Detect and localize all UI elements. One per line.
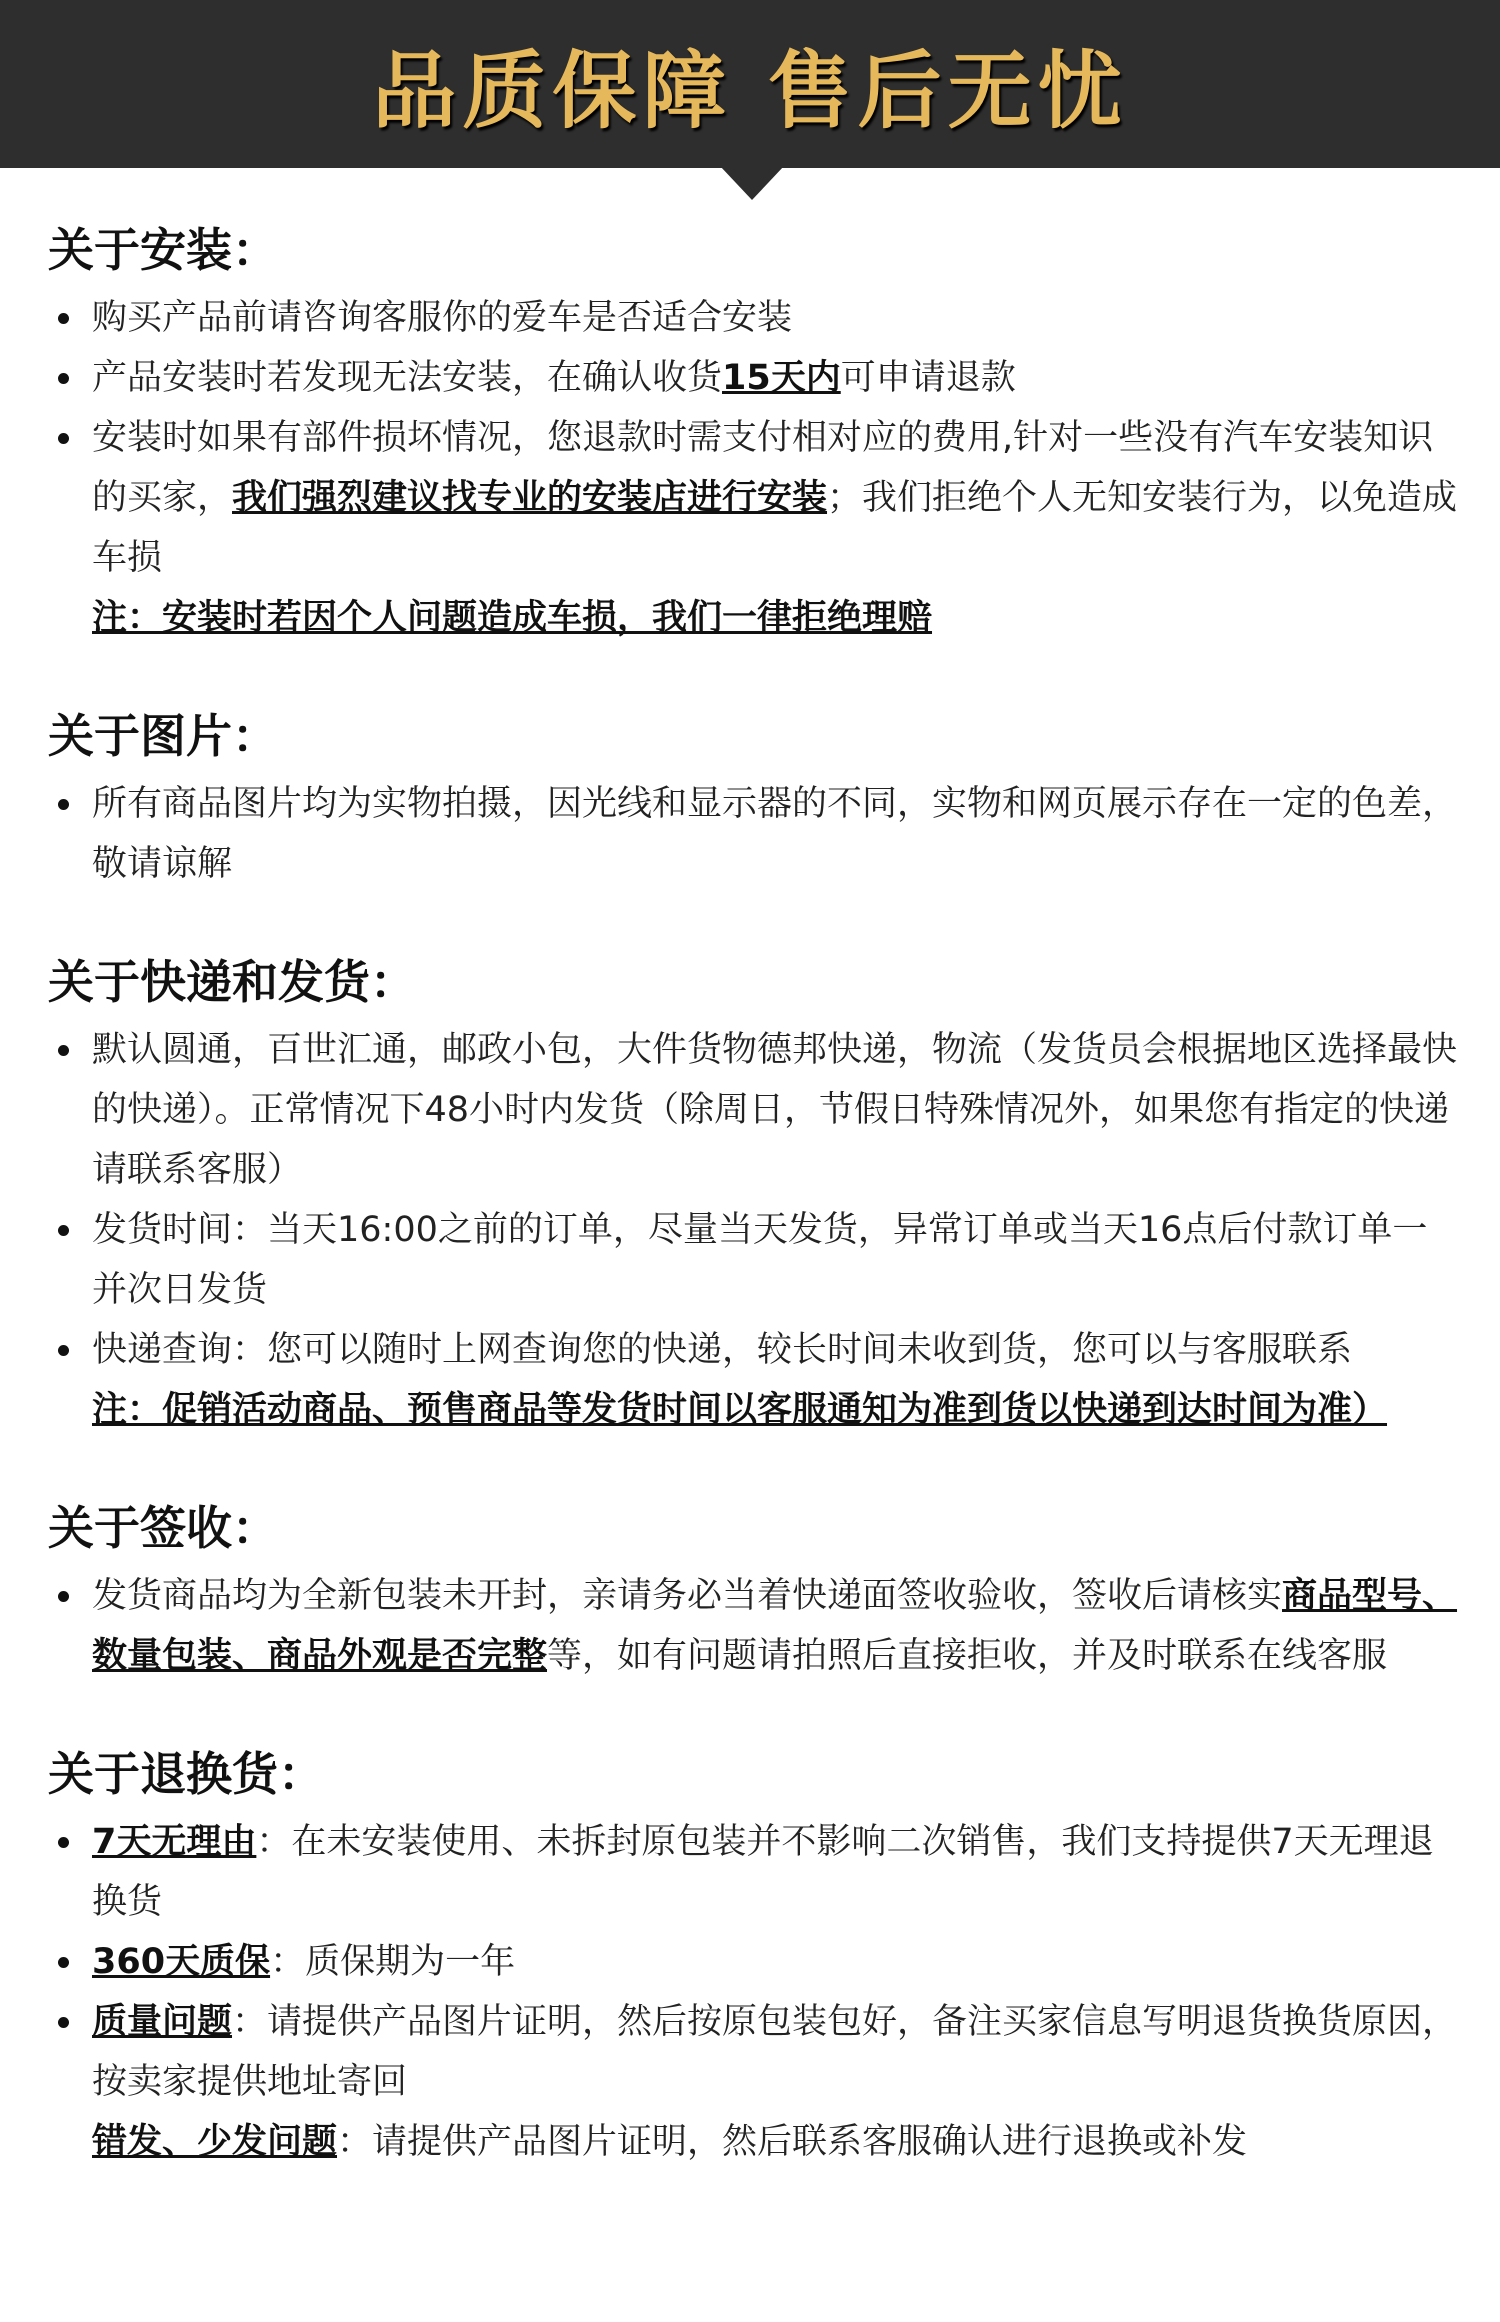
item-text: 安装时如果有部件损坏情况，您退款时需支付相对应的费用,针对一些没有汽车安装知识的买家， <box>92 418 1434 518</box>
list-item <box>48 1566 1458 1686</box>
section-title-sign: 关于签收： <box>48 1501 278 1555</box>
bullet-icon <box>58 1045 69 1056</box>
section-sign <box>48 1498 1458 1686</box>
section-title-photo: 关于图片： <box>48 709 278 763</box>
bullet-icon <box>58 373 69 384</box>
list-item <box>48 1020 1458 1200</box>
section-title-install: 关于安装： <box>48 223 278 277</box>
list-item <box>48 1320 1458 1380</box>
item-text: 等，如有问题请拍照后直接拒收，并及时联系在线客服 <box>547 1636 1388 1676</box>
item-text: 可申请退款 <box>840 358 1016 398</box>
bullet-icon <box>58 1591 69 1602</box>
item-text: 发货时间：当天16:00之前的订单，尽量当天发货，异常订单或当天16点后付款订单一并次日发货 <box>92 1210 1428 1310</box>
banner-notch <box>720 166 784 200</box>
section-title-shipping: 关于快递和发货： <box>48 955 416 1009</box>
list-item <box>48 1812 1458 1932</box>
item-text: 产品安装时若发现无法安装，在确认收货 <box>92 358 723 398</box>
policy-content <box>48 220 1458 2230</box>
section-shipping <box>48 952 1458 1440</box>
header-banner <box>0 0 1500 168</box>
section-title-returns: 关于退换货： <box>48 1747 324 1801</box>
item-text: ：在未安装使用、未拆封原包装并不影响二次销售，我们支持提供7天无理退换货 <box>92 1822 1434 1922</box>
item-text: 所有商品图片均为实物拍摄，因光线和显示器的不同，实物和网页展示存在一定的色差，敬请谅解 <box>92 784 1458 884</box>
list-item <box>48 348 1458 408</box>
list-item <box>48 2112 1458 2172</box>
item-text: 默认圆通，百世汇通，邮政小包，大件货物德邦快递，物流（发货员会根据地区选择最快的快递）。正常情况下48小时内发货（除周日，节假日特殊情况外，如果您有指定的快递请联系客服） <box>92 1030 1458 1190</box>
item-text: 购买产品前请咨询客服你的爱车是否适合安装 <box>92 298 793 338</box>
item-text: ；我们拒绝个人无知安装行为，以免造成车损 <box>92 478 1458 578</box>
install-note: 注：安装时若因个人问题造成车损，我们一律拒绝理赔 <box>92 598 933 638</box>
item-emphasis: 我们强烈建议找专业的安装店进行安装 <box>232 478 828 518</box>
shipping-note: 注：促销活动商品、预售商品等发货时间以客服通知为准到货以快递到达时间为准） <box>92 1390 1388 1430</box>
bullet-icon <box>58 1225 69 1236</box>
item-text: ：请提供产品图片证明，然后联系客服确认进行退换或补发 <box>337 2122 1248 2162</box>
bullet-icon <box>58 799 69 810</box>
bullet-icon <box>58 313 69 324</box>
item-emphasis: 质量问题 <box>92 2002 233 2042</box>
item-text: ：质保期为一年 <box>270 1942 516 1982</box>
section-returns <box>48 1744 1458 2172</box>
banner-title: 品质保障 售后无忧 <box>372 40 1128 140</box>
bullet-icon <box>58 2017 69 2028</box>
item-emphasis: 7天无理由 <box>92 1822 257 1862</box>
list-item <box>48 408 1458 588</box>
item-emphasis: 15天内 <box>722 358 841 398</box>
bullet-icon <box>58 433 69 444</box>
item-text: 发货商品均为全新包装未开封，亲请务必当着快递面签收验收，签收后请核实 <box>92 1576 1283 1616</box>
bullet-icon <box>58 1345 69 1356</box>
item-text: ：请提供产品图片证明，然后按原包装包好，备注买家信息写明退货换货原因，按卖家提供地址寄回 <box>92 2002 1458 2102</box>
list-item <box>48 1992 1458 2112</box>
list-item <box>48 1932 1458 1992</box>
item-emphasis: 错发、少发问题 <box>92 2122 338 2162</box>
section-install <box>48 220 1458 648</box>
item-emphasis: 商品型号、数量包装、商品外观是否完整 <box>92 1576 1458 1676</box>
list-item <box>48 1200 1458 1320</box>
list-item <box>48 774 1458 894</box>
list-item <box>48 288 1458 348</box>
bullet-icon <box>58 1957 69 1968</box>
bullet-icon <box>58 1837 69 1848</box>
item-emphasis: 360天质保 <box>92 1942 271 1982</box>
section-photo <box>48 706 1458 894</box>
item-text: 快递查询：您可以随时上网查询您的快递，较长时间未收到货，您可以与客服联系 <box>92 1330 1353 1370</box>
